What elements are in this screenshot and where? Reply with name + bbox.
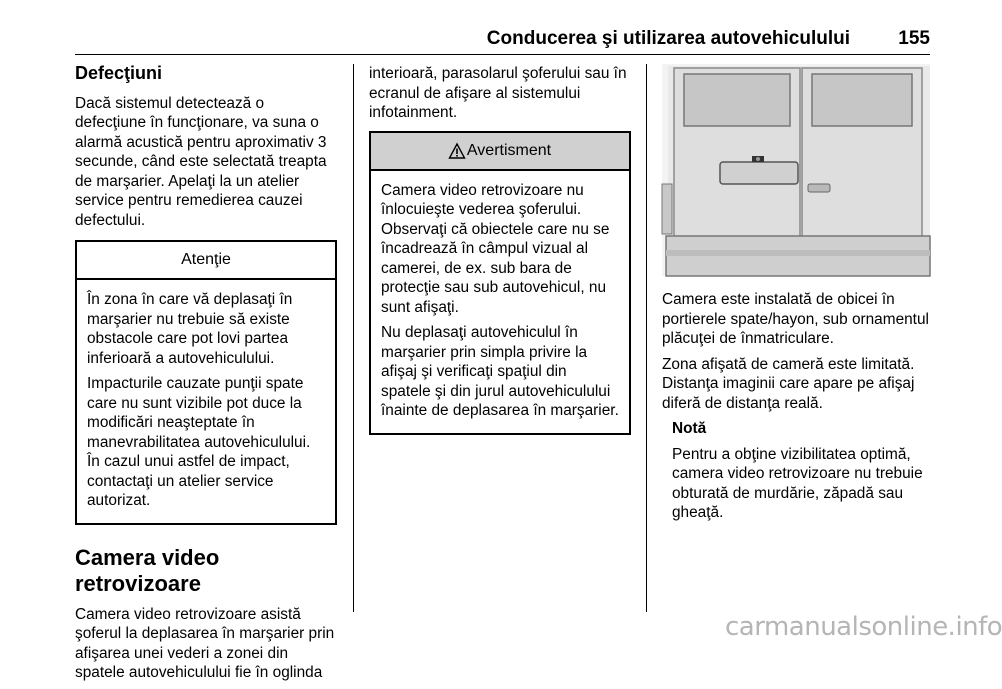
warning-icon xyxy=(449,143,465,159)
camera-range-paragraph: Zona afişată de cameră este limitată. Distanţa imaginii care apare pe afişaj diferă de distanţa reală. xyxy=(662,355,915,412)
warning-paragraph-2: Nu deplasaţi autovehiculul în marşarier prin simpla privire la afişaj şi verificaţi spaţiul din spatele şi din jurul autovehiculului înainte de deplasarea în marşarier. xyxy=(381,324,619,419)
note-block xyxy=(672,419,930,523)
defects-paragraph: Dacă sistemul detectează o defecţiune în funcţionare, va suna o alarmă acustică pentru aproximativ 3 secunde, când este selectată treapta de marşarier. Apelaţi la un atelier service pentru remedierea cauzei defectului. xyxy=(75,94,327,229)
warning-paragraph-1: Camera video retrovizoare nu înlocuieşte vederea şoferului. Observaţi că obiectele care nu se încadrează în câmpul vizual al camerei, de ex. sub bara de protecţie sau sub autovehicul, nu sunt afişaţi. xyxy=(381,181,610,316)
header-rule xyxy=(75,54,930,55)
caution-paragraph-2: Impacturile cauzate punţii spate care nu sunt vizibile pot duce la modificări neaşteptate în manevrabilitatea autovehiculului. În cazul unui astfel de impact, contactaţi un atelier service autorizat. xyxy=(87,375,311,509)
column-divider xyxy=(353,64,354,612)
camera-location-paragraph: Camera este instalată de obicei în portierele spate/hayon, sub ornamentul plăcuţei de înmatriculare. xyxy=(662,291,929,347)
warning-header xyxy=(371,133,629,171)
rear-door-illustration xyxy=(662,64,930,276)
note-title: Notă xyxy=(672,420,707,437)
chapter-title: Conducerea şi utilizarea autovehiculului xyxy=(486,28,850,49)
column-middle xyxy=(369,64,631,435)
caution-box xyxy=(75,240,337,525)
section-title-defects: Defecţiuni xyxy=(75,63,163,83)
rear-camera-intro: Camera video retrovizoare asistă şoferul la deplasarea în marşarier prin afişarea unei vederi a zonei din spatele autovehiculului fie în oglinda xyxy=(75,605,335,681)
column-divider xyxy=(646,64,647,612)
intro-continued: interioară, parasolarul şoferului sau în ecranul de afişare al sistemului infotainment. xyxy=(369,65,627,121)
caution-paragraph-1: În zona în care vă deplasaţi în marşarier nu trebuie să existe obstacole care pot lovi partea inferioară a autovehiculului. xyxy=(87,291,293,367)
column-right xyxy=(662,64,930,529)
page-header xyxy=(0,24,930,54)
caution-title: Atenţie xyxy=(77,242,335,280)
watermark: carmanualsonline.info xyxy=(725,612,1002,642)
note-text: Pentru a obţine vizibilitatea optimă, camera video retrovizoare nu trebuie obturată de murdărie, zăpadă sau gheaţă. xyxy=(672,445,923,521)
section-title-rear-camera: Camera video retrovizoare xyxy=(75,544,220,596)
warning-box xyxy=(369,131,631,435)
page-number: 155 xyxy=(898,28,930,49)
warning-title: Avertisment xyxy=(466,141,552,159)
column-left xyxy=(75,64,337,689)
